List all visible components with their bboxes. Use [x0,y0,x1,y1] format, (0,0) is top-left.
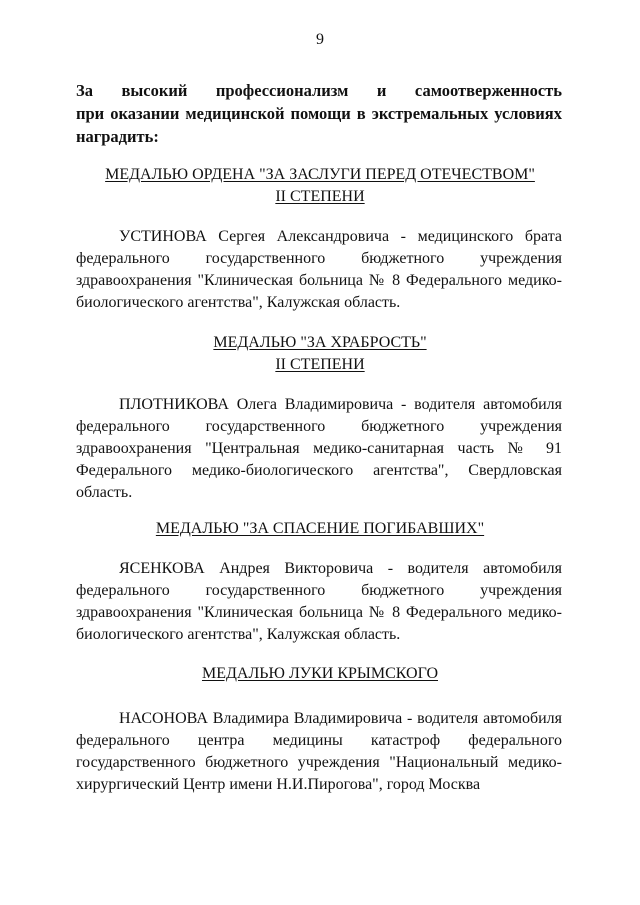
award-title: МЕДАЛЬЮ "ЗА СПАСЕНИЕ ПОГИБАВШИХ" [155,520,485,537]
recipient-line: федерального центра медицины катастроф федерального [76,732,562,749]
recipient-line: федерального государственного бюджетного учреждения [76,582,562,599]
award-heading-1 [0,164,640,208]
recipient-line: здравоохранения "Клиническая больница № 8 Федерального медико- [76,272,562,289]
award-degree: II СТЕПЕНИ [275,356,365,373]
recipient-paragraph-4 [76,708,562,796]
recipient-line: ЯСЕНКОВА Андрея Викторовича - водителя автомобиля [119,560,562,577]
award-title: МЕДАЛЬЮ ЛУКИ КРЫМСКОГО [201,665,438,682]
recipient-line: Федерального медико-биологического агентства", Свердловская [76,462,562,479]
recipient-line: УСТИНОВА Сергея Александровича - медицинского брата [119,228,562,245]
recipient-line: хирургический Центр имени Н.И.Пирогова", город Москва [76,776,481,793]
recipient-line: здравоохранения "Центральная медико-санитарная часть № 91 [76,440,562,457]
recipient-line: государственного бюджетного учреждения "Национальный медико- [76,754,562,771]
recipient-line: федерального государственного бюджетного учреждения [76,250,562,267]
recipient-paragraph-1 [76,226,562,314]
intro-line: наградить: [76,127,159,146]
award-title: МЕДАЛЬЮ ОРДЕНА "ЗА ЗАСЛУГИ ПЕРЕД ОТЕЧЕСТВОМ" [105,166,535,183]
recipient-line: здравоохранения "Клиническая больница № 8 Федерального медико- [76,604,562,621]
award-degree: II СТЕПЕНИ [275,188,365,205]
recipient-line: НАСОНОВА Владимира Владимировича - водителя автомобиля [119,710,562,727]
recipient-paragraph-2 [76,394,562,504]
award-heading-2 [0,332,640,376]
recipient-line: ПЛОТНИКОВА Олега Владимировича - водителя автомобиля [119,396,562,413]
intro-line: при оказании медицинской помощи в экстремальных условиях [76,104,562,123]
recipient-line: область. [76,484,133,501]
award-heading-4 [0,663,640,685]
recipient-line: федерального государственного бюджетного учреждения [76,418,562,435]
recipient-line: биологического агентства", Калужская область. [76,626,401,643]
page-number: 9 [316,31,324,48]
award-heading-3 [0,518,640,540]
intro-paragraph [76,79,562,148]
recipient-line: биологического агентства", Калужская область. [76,294,401,311]
recipient-paragraph-3 [76,558,562,646]
award-title: МЕДАЛЬЮ "ЗА ХРАБРОСТЬ" [213,334,427,351]
intro-line: За высокий профессионализм и самоотверженность [76,81,562,100]
